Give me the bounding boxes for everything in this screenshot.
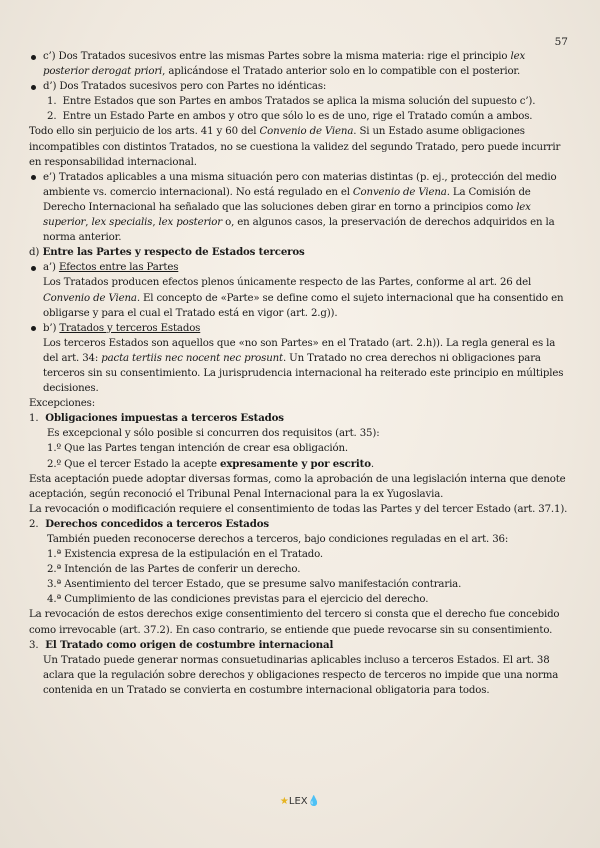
star-icon: ★ [279,796,289,807]
indented-item: 3.ª Asentimiento del tercer Estado, que se presume salvo manifestación contraria. [47,579,462,591]
indented-item: 4.ª Cumplimiento de las condiciones previstas para el ejercicio del derecho. [47,594,429,606]
bullet-item: b’) Tratados y terceros Estados [29,321,573,336]
indented-paragraph: Los terceros Estados son aquellos que «no son Partes» en el Tratado (art. 2.h)). La regla general es la del art. 34: pacta tertiis nec nocent nec prosunt. Un Tratado no crea derechos ni obligaciones para terceros sin su consentimiento. La jurisprudencia internacional ha reiterado este principio en múltiples decisiones. [43,337,564,395]
indented-item: Es excepcional y sólo posible si concurren dos requisitos (art. 35): [47,428,380,440]
indented-paragraph: Un Tratado puede generar normas consuetudinarias aplicables incluso a terceros Estados. El art. 38 aclara que la regulación sobre derechos y obligaciones respecto de terceros no impide que una norma contenida en un Tratado se convierta en costumbre internacional obligatoria para todos. [43,654,559,696]
section-heading: 1. Obligaciones impuestas a terceros Estados [29,412,284,425]
section-heading: 3. El Tratado como origen de costumbre internacional [29,638,334,651]
bullet-item: e’) Tratados aplicables a una misma situación pero con materias distintas (p. ej., protección del medio ambiente vs. comercio internacional). No está regulado en el Convenio de Viena. La Comisión de Derecho Internacional ha señalado que las soluciones deben girar en torno a principios como lex superior, lex specialis, lex posterior o, en algunos casos, la preservación de derechos adquiridos en la norma anterior. [29,170,573,245]
indented-item: También pueden reconocerse derechos a terceros, bajo condiciones reguladas en el art. 36: [47,534,509,545]
page-number: 57 [554,36,568,48]
indented-item: 1.ª Existencia expresa de la estipulación en el Tratado. [47,549,324,561]
numbered-item: 2. Entre un Estado Parte en ambos y otro que sólo lo es de uno, rige el Tratado común a ambos. [47,111,533,123]
paragraph: Todo ello sin perjuicio de los arts. 41 y 60 del Convenio de Viena. Si un Estado asume obligaciones incompatibles con distintos Tratados, no se cuestiona la validez del segundo Tratado, pero puede incurrir en responsabilidad internacional. [29,126,561,168]
section-heading: d) Entre las Partes y respecto de Estados terceros [29,246,305,259]
section-heading: 2. Derechos concedidos a terceros Estados [29,517,269,530]
bullet-item: c’) Dos Tratados sucesivos entre las mismas Partes sobre la misma materia: rige el principio lex posterior derogat priori, aplicándose el Tratado anterior solo en lo compatible con el posterior. [29,49,573,79]
indented-paragraph: Los Tratados producen efectos plenos únicamente respecto de las Partes, conforme al art. 26 del Convenio de Viena. El concepto de «Parte» se define como el sujeto internacional que ha consentido en obligarse y para el cual el Tratado está en vigor (art. 2.g)). [43,277,564,319]
bullet-item: d’) Dos Tratados sucesivos pero con Partes no idénticas: [29,79,573,94]
paragraph: Esta aceptación puede adoptar diversas formas, como la aprobación de una legislación interna que denote aceptación, según reconoció el Tribunal Penal Internacional para la ex Yugoslavia. [29,473,566,500]
indented-item: 2.ª Intención de las Partes de conferir un derecho. [47,564,301,576]
paragraph: La revocación o modificación requiere el consentimiento de todas las Partes y del tercer Estado (art. 37.1). [29,503,568,515]
paragraph: La revocación de estos derechos exige consentimiento del tercero si consta que el derecho fue concebido como irrevocable (art. 37.2). En caso contrario, se entiende que puede revocarse sin su consentimiento. [29,609,560,636]
drop-icon: 💧 [307,796,321,807]
page-content [29,49,573,698]
indented-item: 2.º Que el tercer Estado la acepte expresamente y por escrito. [47,457,374,470]
numbered-item: 1. Entre Estados que son Partes en ambos Tratados se aplica la misma solución del supuesto c’). [47,96,536,108]
indented-item: 1.º Que las Partes tengan intención de crear esa obligación. [47,443,348,455]
bullet-item: a’) Efectos entre las Partes [29,260,573,275]
footer-logo [0,796,600,807]
paragraph: Excepciones: [29,398,95,410]
logo-text: LEX [288,796,308,807]
